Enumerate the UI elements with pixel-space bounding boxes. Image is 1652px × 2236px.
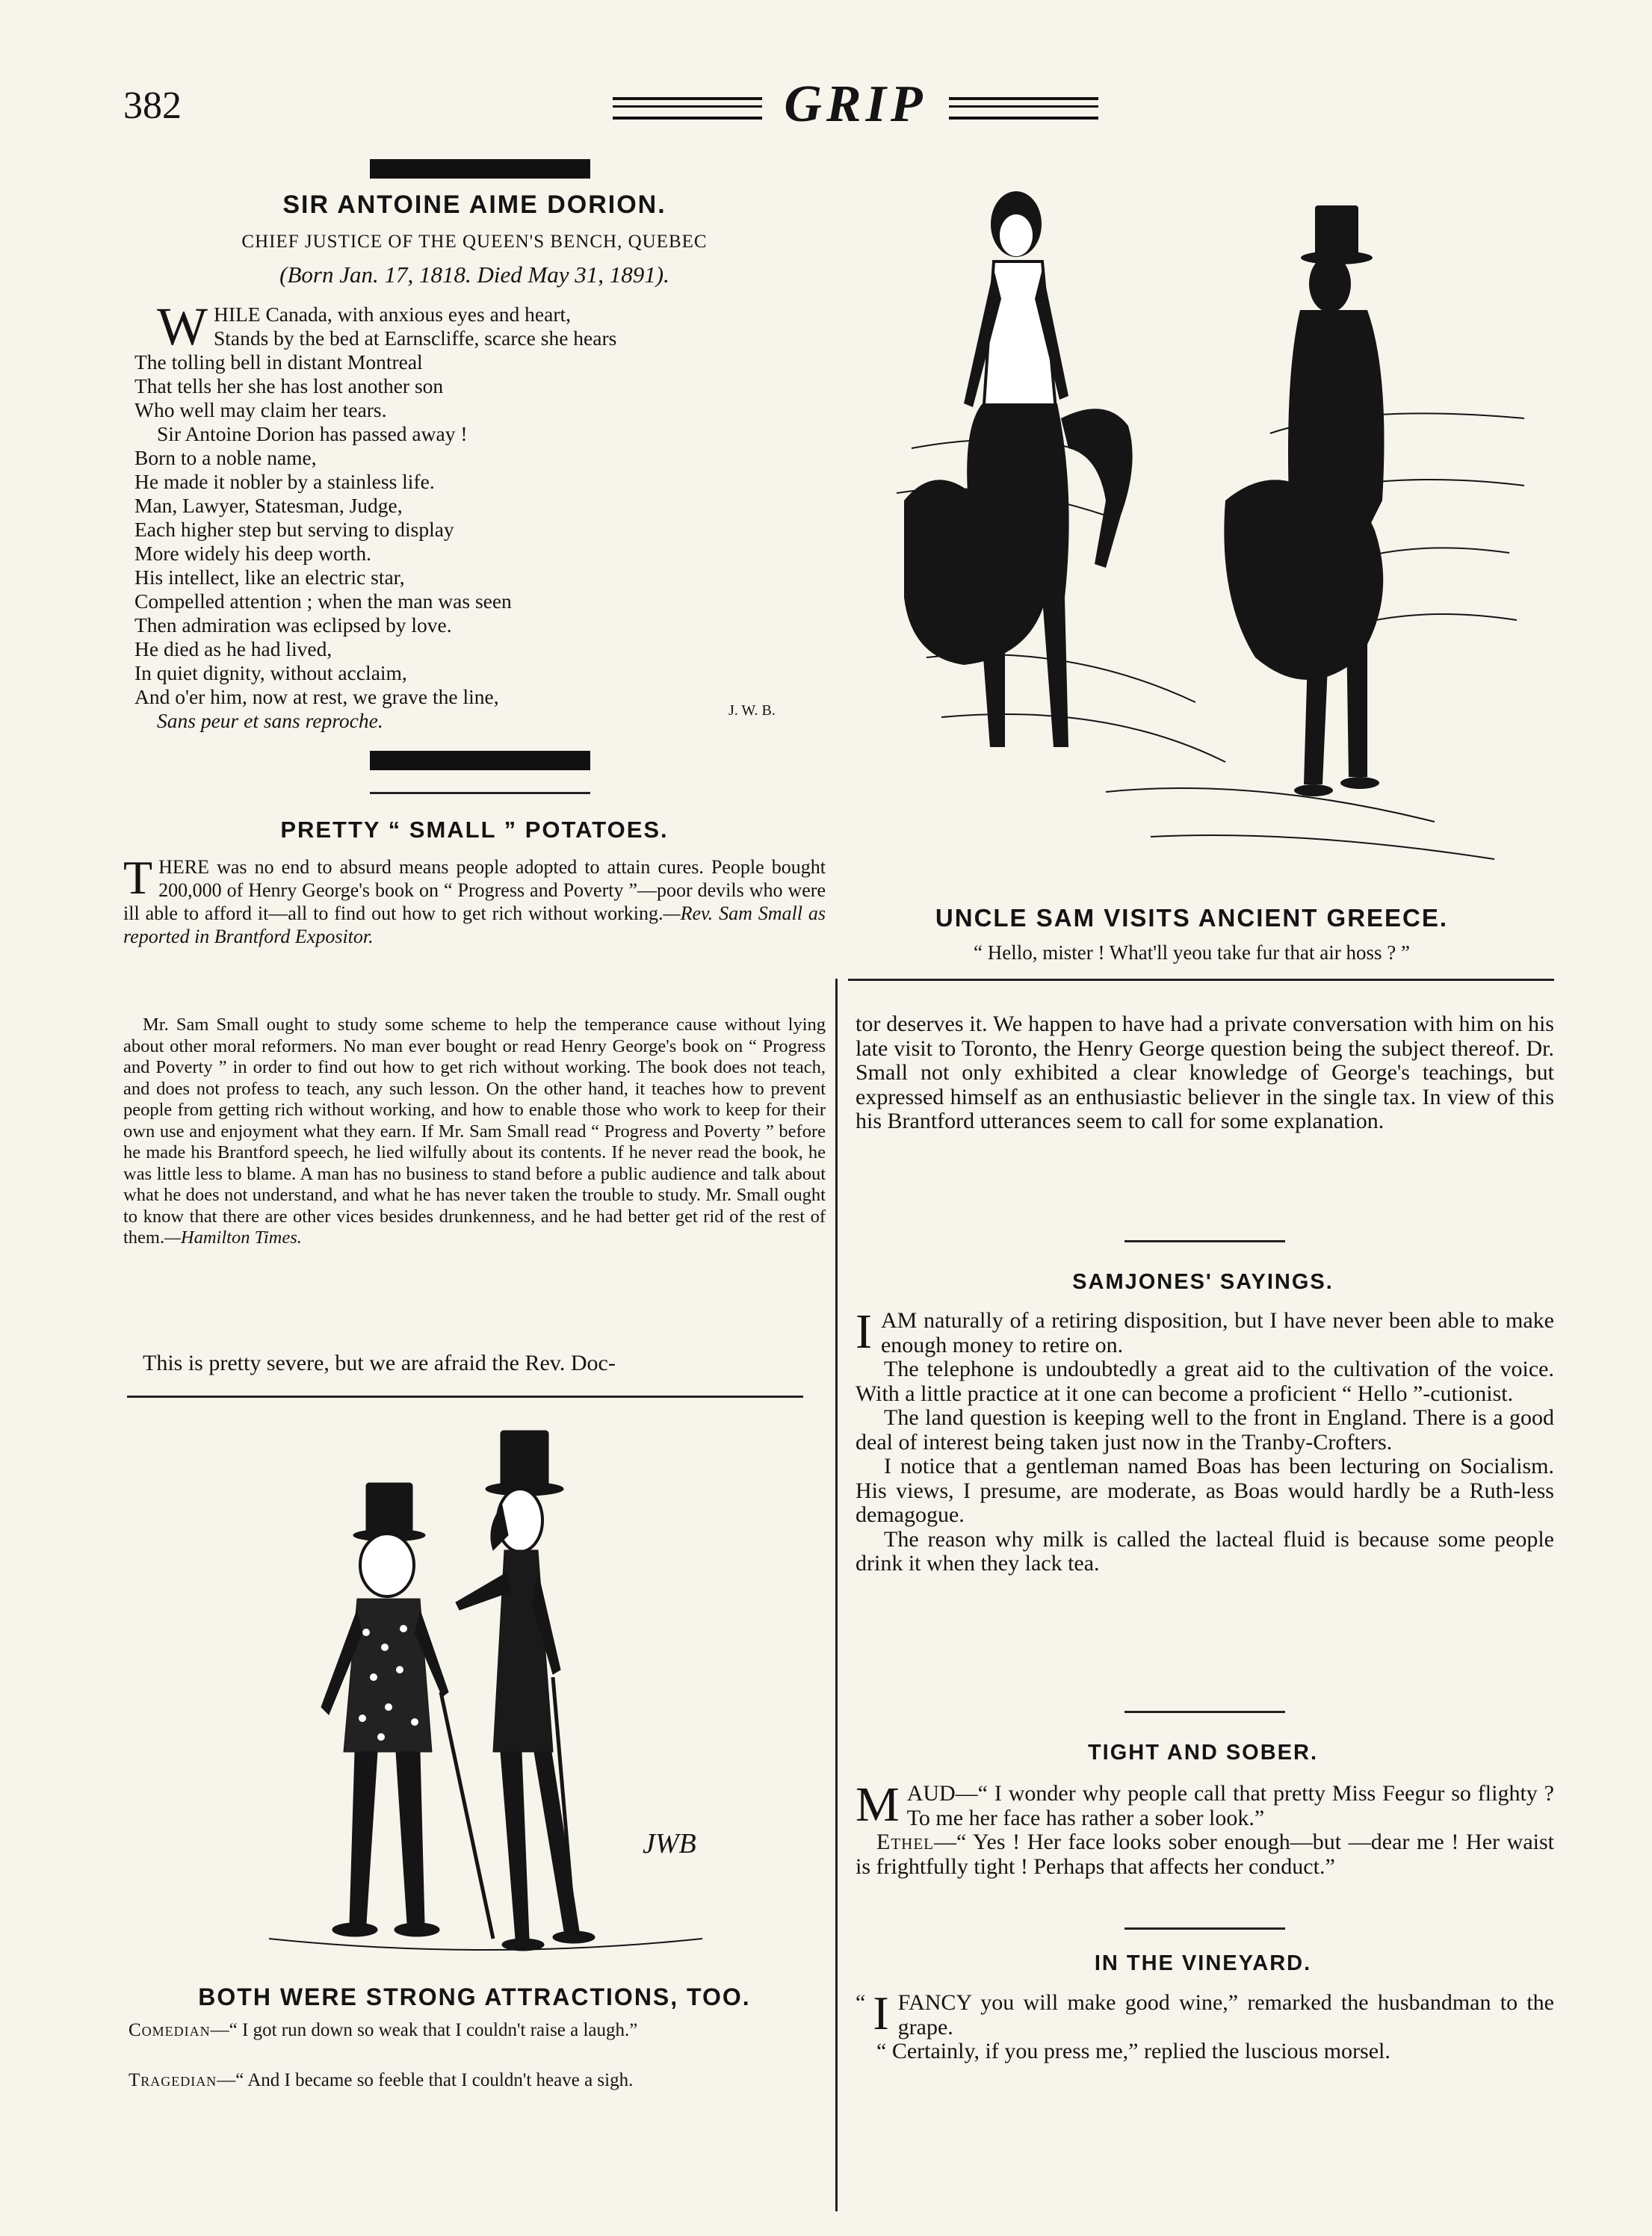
cartoon-comedian-tragedian [224, 1423, 747, 1969]
samjones-paragraph: The reason why milk is called the lacteal fluid is because some people drink it when they lack tea. [856, 1526, 1554, 1576]
divider-bar [370, 159, 590, 179]
cartoon-caption-title: BOTH WERE STRONG ATTRACTIONS, TOO. [198, 1983, 751, 2010]
uncle-sam-head [1309, 256, 1351, 312]
column-rule [127, 1396, 803, 1398]
tight-paragraph [856, 1830, 1554, 1879]
vineyard-title: IN THE VINEYARD. [1094, 1951, 1312, 1975]
masthead [613, 75, 1098, 134]
page-number: 382 [123, 84, 182, 127]
poem-line: Sans peur et sans reproche. [157, 709, 383, 732]
divider-bar [370, 751, 590, 770]
article-quote [123, 851, 826, 948]
article-body [123, 1015, 826, 1249]
samjones-paragraph: The telephone is undoubtedly a great aid to the cultivation of the voice. With a little practice at it one can become a proficient “ Hello ”-cutionist. [856, 1357, 1554, 1406]
poem-body [134, 297, 822, 733]
samjones-dropcap: I [856, 1304, 872, 1359]
poem-line: And o'er him, now at rest, we grave the line, [134, 685, 499, 708]
poem-subtitle: CHIEF JUSTICE OF THE QUEEN'S BENCH, QUEBEC [241, 232, 708, 252]
cartoon-uncle-sam-centaur [882, 179, 1539, 889]
comedian-line: —“ I got run down so weak that I couldn't raise a laugh.” [210, 2020, 638, 2040]
dialogue-comedian [129, 2019, 823, 2041]
samjones-title: SAMJONES' SAYINGS. [1072, 1270, 1334, 1294]
tight-body [856, 1777, 1554, 1879]
poem-line: His intellect, like an electric star, [134, 566, 405, 589]
samjones-body [856, 1304, 1554, 1576]
poem-line: He died as he had lived, [134, 637, 332, 660]
quote-text: HERE was no end to absurd means people adopted to attain cures. People bought 200,000 of Henry George's book on “ Progress and Poverty ”—poor devils who were ill able to afford it—all to find out how to get rich without working. [123, 856, 826, 924]
poem-line: Born to a noble name, [134, 446, 317, 469]
body-source: —Hamilton Times. [164, 1227, 302, 1248]
poem-line: Then admiration was eclipsed by love. [134, 613, 452, 637]
article-continuation: This is pretty severe, but we are afraid the Rev. Doc- [143, 1351, 616, 1375]
poem-line: HILE Canada, with anxious eyes and heart, [213, 303, 572, 326]
vineyard-body [856, 1986, 1554, 2064]
tight-title: TIGHT AND SOBER. [1087, 1741, 1319, 1765]
dialogue-tragedian [129, 2069, 823, 2091]
column-divider [835, 979, 838, 2211]
samjones-paragraph [856, 1304, 1554, 1359]
vineyard-paragraph-text: FANCY you will make good wine,” remarked the husbandman to the grape. [897, 1990, 1554, 2040]
poem-line: Who well may claim her tears. [134, 398, 387, 421]
divider-rule [1124, 1927, 1285, 1930]
tight-paragraph-text: AUD—“ I wonder why people call that pretty Miss Feegur so flighty ? To me her face has rather a sober look.” [906, 1781, 1554, 1830]
vineyard-paragraph [856, 1986, 1554, 2040]
comedian-hat [366, 1483, 412, 1535]
comedian-legs [350, 1752, 424, 1924]
poem-line: Stands by the bed at Earnscliffe, scarce she hears [213, 326, 617, 350]
article-continued: tor deserves it. We happen to have had a private conversation with him on his late visit to Toronto, the Henry George question being the subject thereof. Dr. Small not only exhibited a clear knowledge of George's teachings, but expressed himself as an enthusiastic believer in the single tax. In view of this his Brantford utterances seem to call for some explanation. [856, 1012, 1554, 1133]
speaker-ethel: Ethel [876, 1830, 934, 1854]
poem-line: More widely his deep worth. [134, 542, 371, 565]
masthead-title: GRIP [784, 75, 927, 133]
poem-line: In quiet dignity, without acclaim, [134, 661, 407, 684]
tight-paragraph [856, 1777, 1554, 1832]
poem-line: That tells her she has lost another son [134, 374, 444, 397]
tight-dropcap: M [856, 1777, 900, 1832]
poem-dropcap: W [157, 297, 208, 356]
divider-rule [1124, 1711, 1285, 1713]
artist-mark: JWB [643, 1828, 696, 1859]
body-text: Mr. Sam Small ought to study some scheme to help the temperance cause without lying about other moral reformers. No man ever bought or read Henry George's book on “ Progress and Poverty ” in order to find out how to get rich without working. The book does not teach, and does not profess to teach, any such lesson. On the other hand, it teaches how to prevent people from getting rich without working, and how to enable those who work to keep for their own use and enjoyment what they earn. If Mr. Sam Small read “ Progress and Poverty ” before he made his Brantford speech, he lied wilfully about its contents. If he never read the book, he was little less to blame. A man has no business to stand before a public audience and talk about what he does not understand, and what he has never taken the trouble to study. Mr. Small ought to know that there are other vices besides drunkenness, and he had better get rid of the rest of them. [123, 1015, 826, 1248]
speaker-comedian: Comedian [129, 2020, 211, 2040]
ethel-line: —“ Yes ! Her face looks sober enough—but —dear me ! Her waist is frightfully tight ! Perhaps that affects her conduct.” [856, 1830, 1554, 1879]
poem-line: Compelled attention ; when the man was seen [134, 589, 512, 613]
uncle-sam-body [1288, 310, 1385, 530]
vineyard-dropcap: I [873, 1986, 889, 2040]
speaker-tragedian: Tragedian [129, 2070, 217, 2090]
tragedian-hat [501, 1431, 548, 1489]
article-title: PRETTY “ SMALL ” POTATOES. [280, 817, 669, 843]
vineyard-paragraph: “ Certainly, if you press me,” replied the luscious morsel. [876, 2039, 1390, 2063]
quote-source: —Rev. Sam Small as reported in Brantford Expositor. [123, 902, 826, 947]
samjones-paragraph-text: AM naturally of a retiring disposition, but I have never been able to make enough money to retire on. [880, 1308, 1554, 1357]
samjones-paragraph: The land question is keeping well to the front in England. There is a good deal of interest being taken just now in the Tranby-Crofters. [856, 1405, 1554, 1455]
poem-dates: (Born Jan. 17, 1818. Died May 31, 1891). [279, 261, 669, 288]
divider-rule [370, 792, 590, 794]
cartoon-caption-line: “ Hello, mister ! What'll yeou take fur that air hoss ? ” [974, 941, 1410, 964]
tragedian-line: —“ And I became so feeble that I couldn't heave a sigh. [217, 2070, 634, 2090]
article-dropcap: T [123, 851, 153, 904]
column-rule [848, 979, 1554, 981]
cartoon-caption-title: UNCLE SAM VISITS ANCIENT GREECE. [935, 904, 1449, 932]
vineyard-open-quote: “ [856, 1990, 866, 2015]
poem-line: Sir Antoine Dorion has passed away ! [157, 422, 468, 445]
poem-line: The tolling bell in distant Montreal [134, 350, 423, 374]
poem-line: Each higher step but serving to display [134, 518, 454, 541]
poem-signature: J. W. B. [728, 702, 776, 719]
poem-line: He made it nobler by a stainless life. [134, 470, 435, 493]
poem-line: Man, Lawyer, Statesman, Judge, [134, 494, 403, 517]
uncle-sam-hat [1315, 205, 1358, 258]
poem-title: SIR ANTOINE AIME DORION. [282, 191, 666, 219]
samjones-paragraph: I notice that a gentleman named Boas has been lecturing on Socialism. His views, I presume, are moderate, as Boas would hardly be a Ruth-less demagogue. [856, 1454, 1554, 1527]
divider-rule [1124, 1240, 1285, 1242]
comedian-head [360, 1534, 414, 1597]
